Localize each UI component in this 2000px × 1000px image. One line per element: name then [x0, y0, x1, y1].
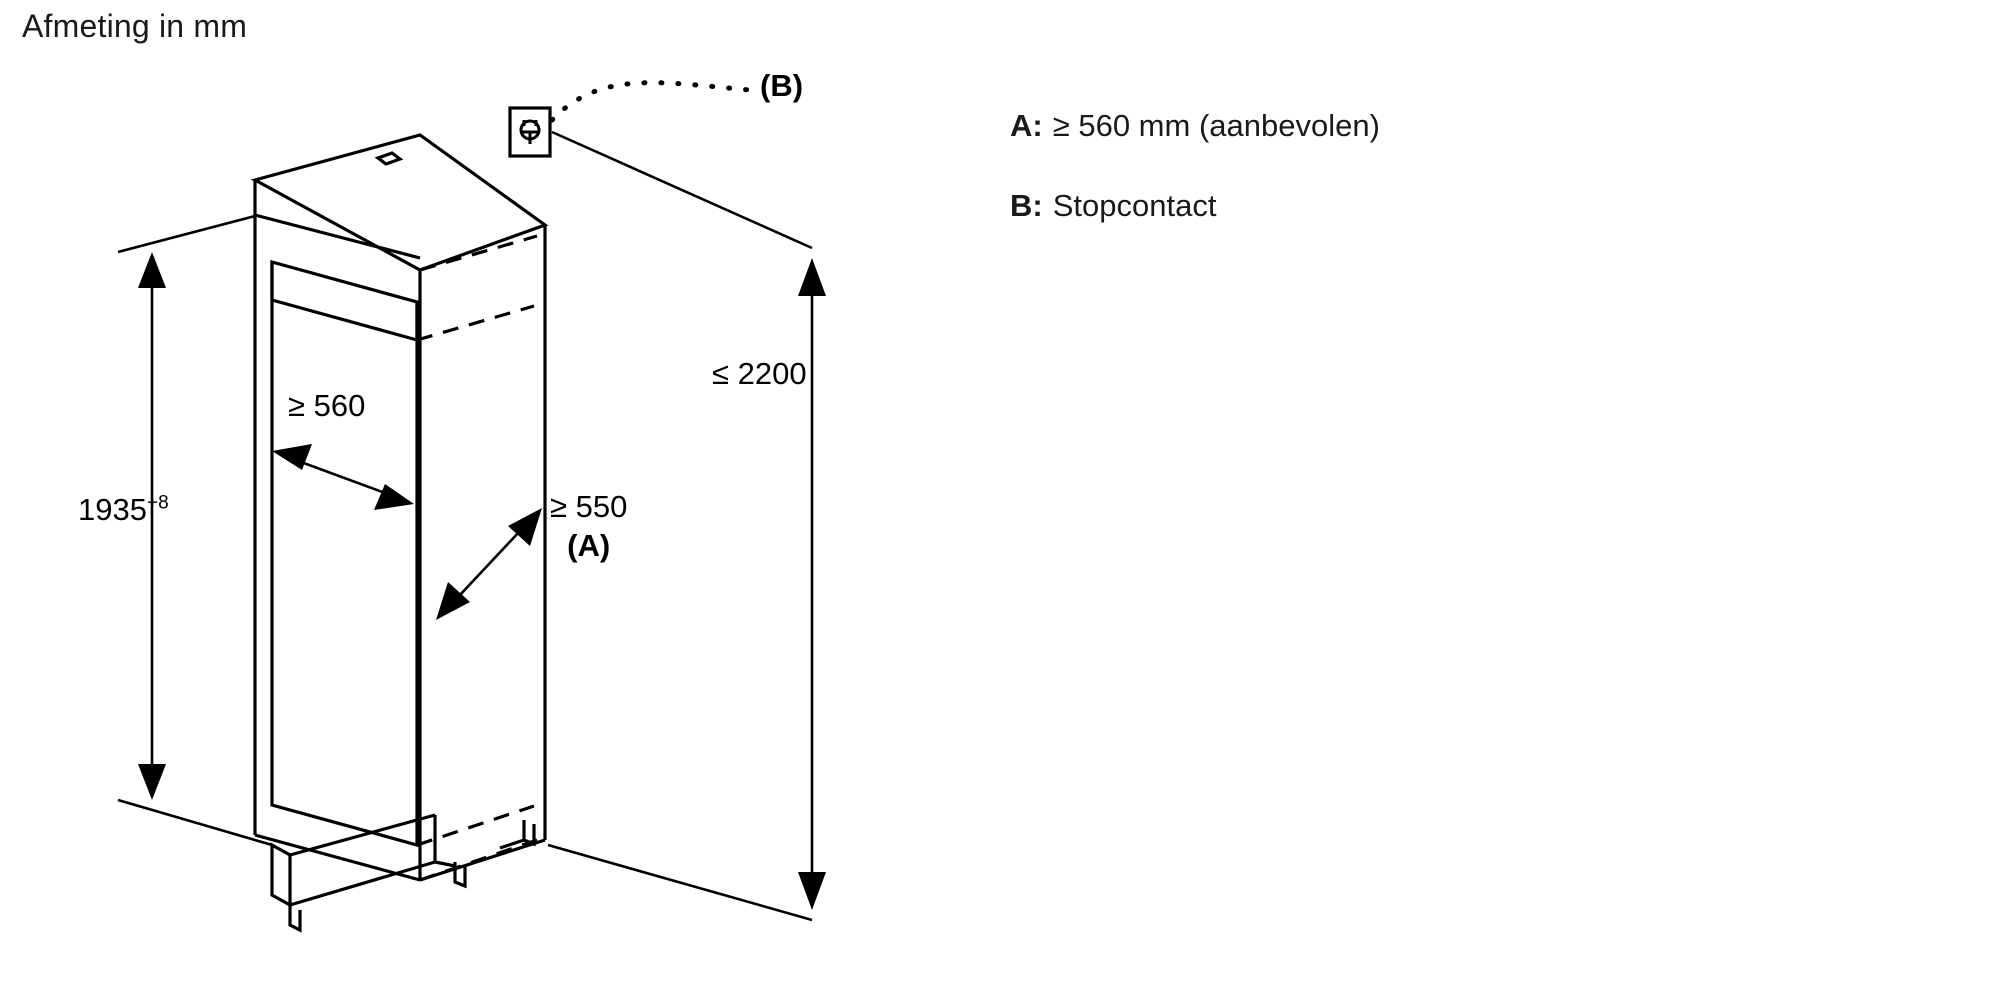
- cabinet-top-face: [255, 135, 545, 270]
- arrow-depth-up: [508, 508, 542, 546]
- label-niche-width: ≥ 560: [288, 388, 366, 423]
- base-projection-line: [548, 845, 812, 920]
- niche-opening: [272, 262, 417, 845]
- plinth-front-edge: [290, 862, 435, 905]
- legend: [1010, 108, 1790, 268]
- legend-item-a: [1010, 108, 1790, 144]
- label-niche-depth-ref: (A): [567, 527, 611, 563]
- arrow-width-right: [374, 484, 414, 510]
- legend-item-a-key: A:: [1010, 108, 1043, 143]
- top-notch: [378, 153, 400, 164]
- socket-leader-dotted: [552, 83, 750, 120]
- arrow-depth-down: [436, 582, 470, 620]
- label-niche-depth: [550, 488, 627, 566]
- label-niche-depth-value: ≥ 550: [550, 489, 628, 524]
- plinth-left: [272, 845, 290, 905]
- page-title: Afmeting in mm: [22, 8, 248, 44]
- arrow-height-down: [138, 764, 166, 800]
- foot-front-left: [290, 905, 300, 930]
- legend-item-a-value: ≥ 560 mm (aanbevolen): [1052, 108, 1380, 143]
- foot-rear-right: [524, 820, 534, 844]
- arrow-socket-down: [798, 872, 826, 910]
- label-socket-ref: (B): [760, 68, 804, 103]
- arrow-height-up: [138, 252, 166, 288]
- legend-item-b-key: B:: [1010, 188, 1043, 223]
- legend-item-b-value: Stopcontact: [1052, 188, 1217, 223]
- label-total-height: $1935^{+8}$: [78, 492, 169, 527]
- arrow-socket-up: [798, 258, 826, 296]
- hidden-line-top-rear-2: [417, 306, 534, 340]
- socket-projection-line: [552, 132, 812, 248]
- legend-item-b: [1010, 188, 1790, 224]
- arrow-width-left: [272, 444, 312, 470]
- label-max-height: ≤ 2200: [712, 356, 807, 391]
